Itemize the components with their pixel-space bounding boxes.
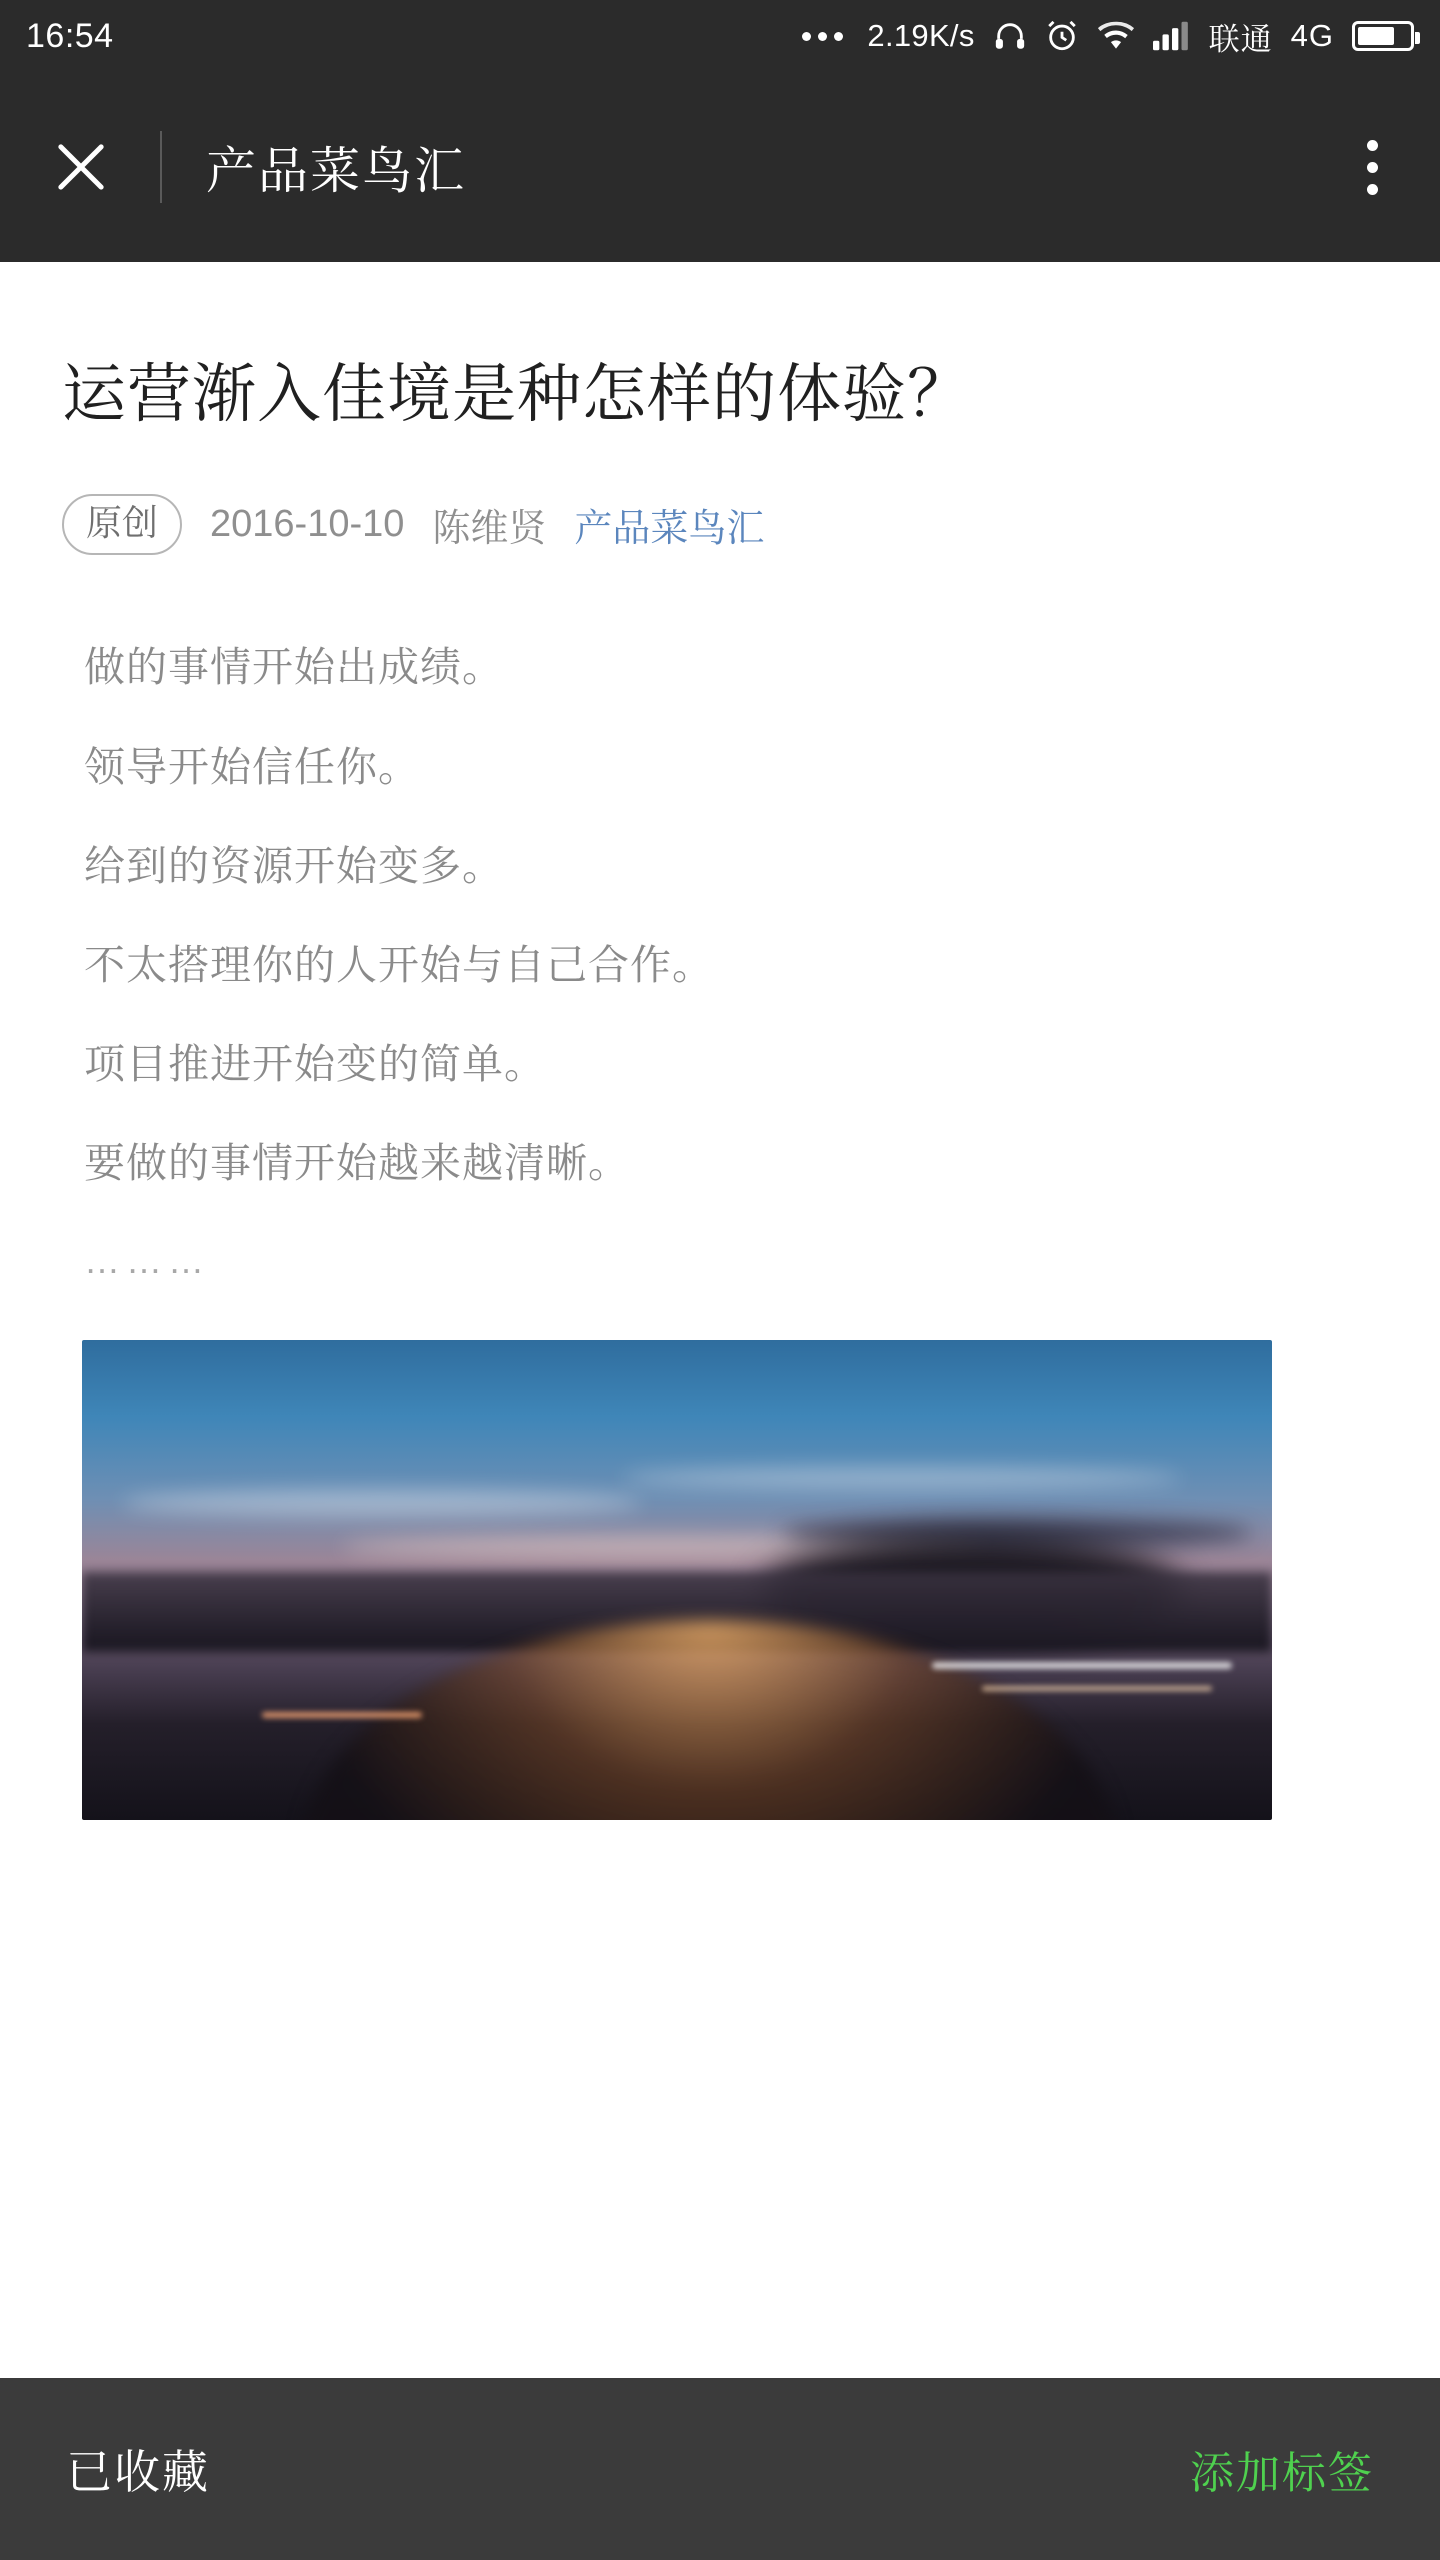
article-body <box>62 643 1378 1281</box>
headphone-icon <box>993 19 1027 53</box>
article-paragraph: 项目推进开始变的简单。 <box>84 1041 546 1088</box>
status-icons-group <box>802 14 1414 59</box>
article-account-link[interactable]: 产品菜鸟汇 <box>574 508 765 551</box>
article-title: 运营渐入佳境是种怎样的体验？ <box>62 358 972 430</box>
article-paragraph: 不太搭理你的人开始与自己合作。 <box>84 942 714 989</box>
article-ellipsis: ……… <box>84 1239 210 1281</box>
close-icon[interactable] <box>50 136 112 198</box>
app-bar-divider <box>160 131 162 203</box>
article-author: 陈维贤 <box>432 508 547 551</box>
network-type-label: 4G <box>1290 18 1334 53</box>
more-options-icon[interactable] <box>1340 130 1404 205</box>
bottom-bar <box>0 2378 1440 2560</box>
article-paragraph: 做的事情开始出成绩。 <box>84 644 504 691</box>
favorite-status-label: 已收藏 <box>66 2446 210 2498</box>
article-paragraph: 领导开始信任你。 <box>84 743 420 790</box>
signal-icon <box>1153 21 1191 51</box>
article-paragraph: 给到的资源开始变多。 <box>84 842 504 889</box>
wifi-icon <box>1097 21 1135 51</box>
article-date: 2016-10-10 <box>210 503 405 546</box>
status-time: 16:54 <box>26 16 114 55</box>
battery-icon <box>1352 21 1414 51</box>
article-meta <box>62 494 1378 555</box>
page-title: 产品菜鸟汇 <box>206 143 466 199</box>
alarm-icon <box>1045 19 1079 53</box>
article-image <box>82 1340 1272 1820</box>
article-container <box>0 352 1440 1820</box>
add-tag-button[interactable]: 添加标签 <box>1190 2449 1374 2498</box>
app-bar <box>0 72 1440 262</box>
dots-icon <box>802 32 843 41</box>
original-badge: 原创 <box>62 494 182 555</box>
status-bar <box>0 0 1440 72</box>
network-speed-label: 2.19K/s <box>867 18 975 53</box>
article-paragraph: 要做的事情开始越来越清晰。 <box>84 1140 630 1187</box>
carrier-label: 联通 <box>1208 21 1273 57</box>
